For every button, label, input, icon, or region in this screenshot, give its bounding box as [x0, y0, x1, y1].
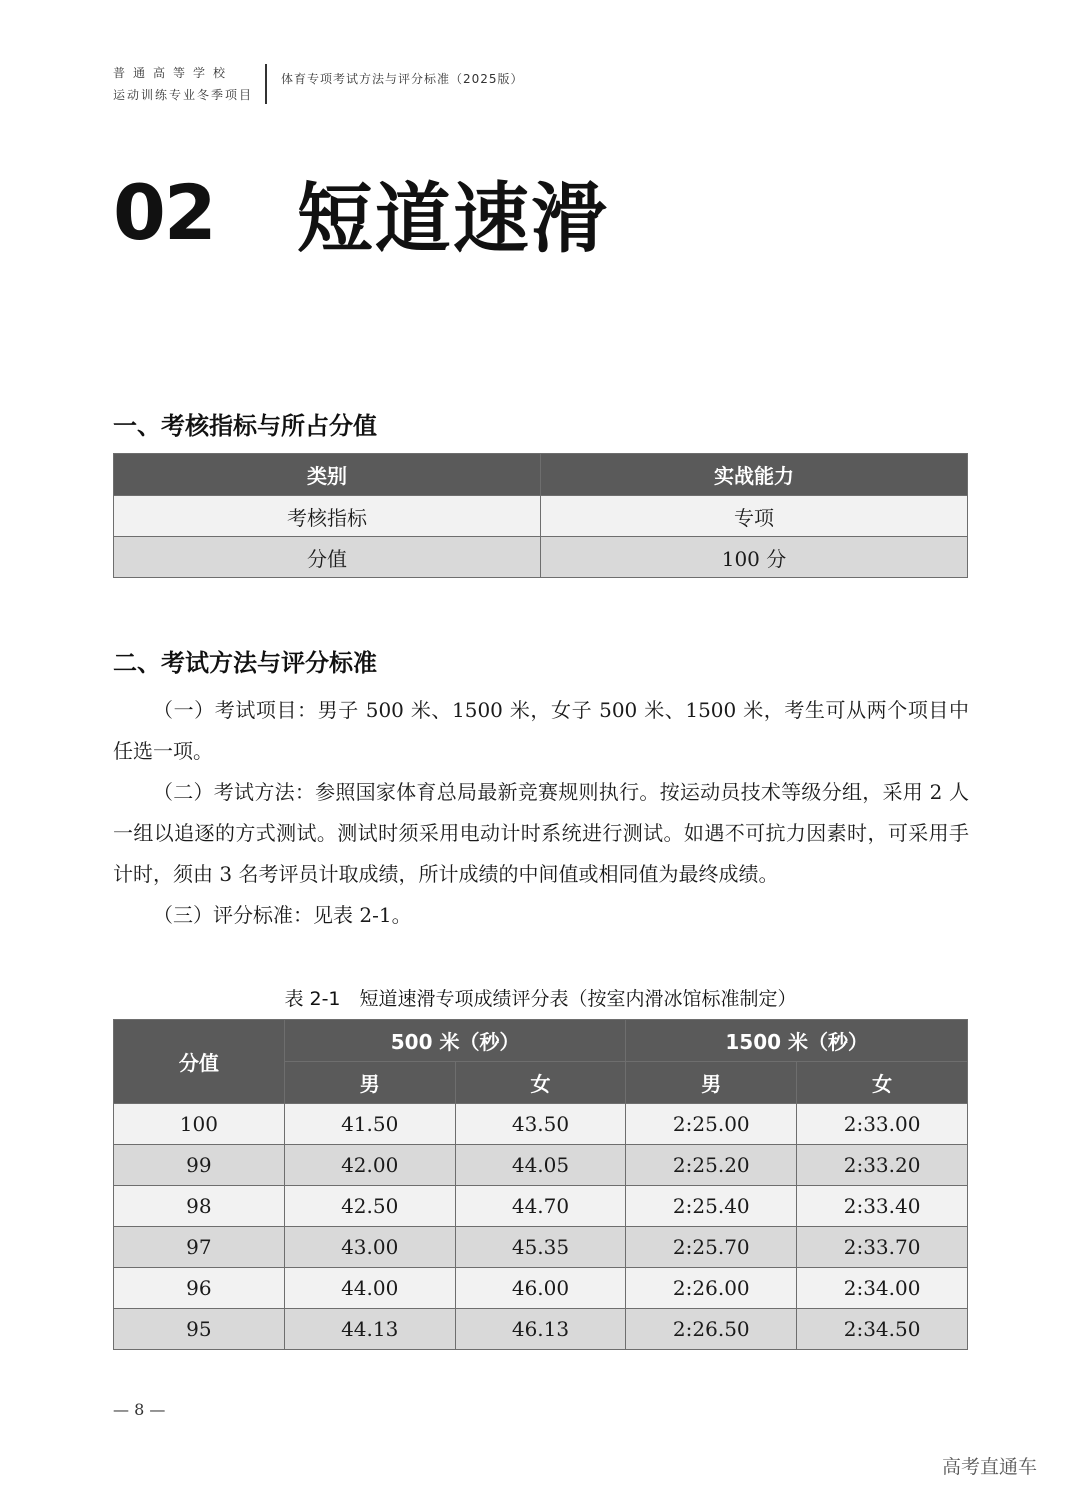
table-cell: 99 [114, 1145, 285, 1186]
chapter-title: 短道速滑 [296, 174, 609, 263]
sub-header-male: 男 [284, 1062, 455, 1104]
table-cell: 41.50 [284, 1104, 455, 1145]
table-cell: 97 [114, 1227, 285, 1268]
table-cell: 44.70 [455, 1186, 626, 1227]
table-cell: 96 [114, 1268, 285, 1309]
table-cell: 100 分 [541, 537, 968, 578]
watermark-text: 高考直通车 [942, 1456, 1038, 1478]
table-row [114, 496, 968, 537]
table-cell: 44.00 [284, 1268, 455, 1309]
header-left-block [113, 62, 253, 106]
header-left-line2: 运动训练专业冬季项目 [113, 88, 254, 102]
table-cell: 2:26.50 [626, 1309, 797, 1350]
paragraph-exam-items: （一）考试项目：男子 500 米、1500 米，女子 500 米、1500 米，考生可从两个项目中任选一项。 [113, 698, 969, 763]
table-cell: 46.13 [455, 1309, 626, 1350]
score-table [113, 1019, 968, 1350]
table-cell: 2:33.00 [797, 1104, 968, 1145]
table-cell: 95 [114, 1309, 285, 1350]
table-row [114, 1186, 968, 1227]
running-header [113, 62, 524, 106]
page-number: — 8 — [113, 1400, 166, 1419]
table-cell: 2:34.50 [797, 1309, 968, 1350]
sub-header-female: 女 [455, 1062, 626, 1104]
score-header: 分值 [114, 1020, 285, 1104]
indicator-table [113, 453, 968, 578]
table-cell: 98 [114, 1186, 285, 1227]
table-cell: 2:34.00 [797, 1268, 968, 1309]
table-cell: 2:33.70 [797, 1227, 968, 1268]
table-cell: 43.50 [455, 1104, 626, 1145]
paragraph-exam-method: （二）考试方法：参照国家体育总局最新竞赛规则执行。按运动员技术等级分组，采用 2 人一组以追逐的方式测试。测试时须采用电动计时系统进行测试。如遇不可抗力因素时，可采用手计时，须由 3 名考评员计取成绩，所计成绩的中间值或相同值为最终成绩。 [113, 780, 969, 886]
group-header-1500m: 1500 米（秒） [626, 1020, 968, 1062]
table-cell: 45.35 [455, 1227, 626, 1268]
table-row [114, 537, 968, 578]
section2-heading: 二、考试方法与评分标准 [113, 649, 377, 677]
table-row [114, 1268, 968, 1309]
paragraph-scoring: （三）评分标准：见表 2-1。 [153, 903, 412, 927]
table-cell: 2:25.00 [626, 1104, 797, 1145]
table-cell: 44.05 [455, 1145, 626, 1186]
table-cell: 考核指标 [114, 496, 541, 537]
table-cell: 42.50 [284, 1186, 455, 1227]
table-caption: 表 2-1 短道速滑专项成绩评分表（按室内滑冰馆标准制定） [284, 988, 797, 1010]
table-cell: 46.00 [455, 1268, 626, 1309]
table-cell: 100 [114, 1104, 285, 1145]
table-row [114, 1104, 968, 1145]
indicator-table-header: 类别 [114, 454, 541, 496]
indicator-table-header: 实战能力 [541, 454, 968, 496]
table-cell: 42.00 [284, 1145, 455, 1186]
section1-heading: 一、考核指标与所占分值 [113, 412, 377, 440]
group-header-500m: 500 米（秒） [284, 1020, 626, 1062]
table-cell: 2:25.40 [626, 1186, 797, 1227]
sub-header-female: 女 [797, 1062, 968, 1104]
table-cell: 2:26.00 [626, 1268, 797, 1309]
chapter-heading [113, 158, 609, 267]
header-right-title: 体育专项考试方法与评分标准（2025版） [281, 71, 524, 86]
header-divider [265, 64, 267, 104]
chapter-number: 02 [113, 168, 215, 257]
header-left-line1: 普通高等学校 [113, 66, 234, 80]
table-cell: 2:25.70 [626, 1227, 797, 1268]
table-cell: 2:33.20 [797, 1145, 968, 1186]
table-cell: 2:25.20 [626, 1145, 797, 1186]
table-row [114, 1309, 968, 1350]
sub-header-male: 男 [626, 1062, 797, 1104]
table-cell: 分值 [114, 537, 541, 578]
table-row [114, 1145, 968, 1186]
table-cell: 44.13 [284, 1309, 455, 1350]
section2-body [113, 690, 969, 936]
table-cell: 2:33.40 [797, 1186, 968, 1227]
table-row [114, 1227, 968, 1268]
table-cell: 43.00 [284, 1227, 455, 1268]
table-cell: 专项 [541, 496, 968, 537]
